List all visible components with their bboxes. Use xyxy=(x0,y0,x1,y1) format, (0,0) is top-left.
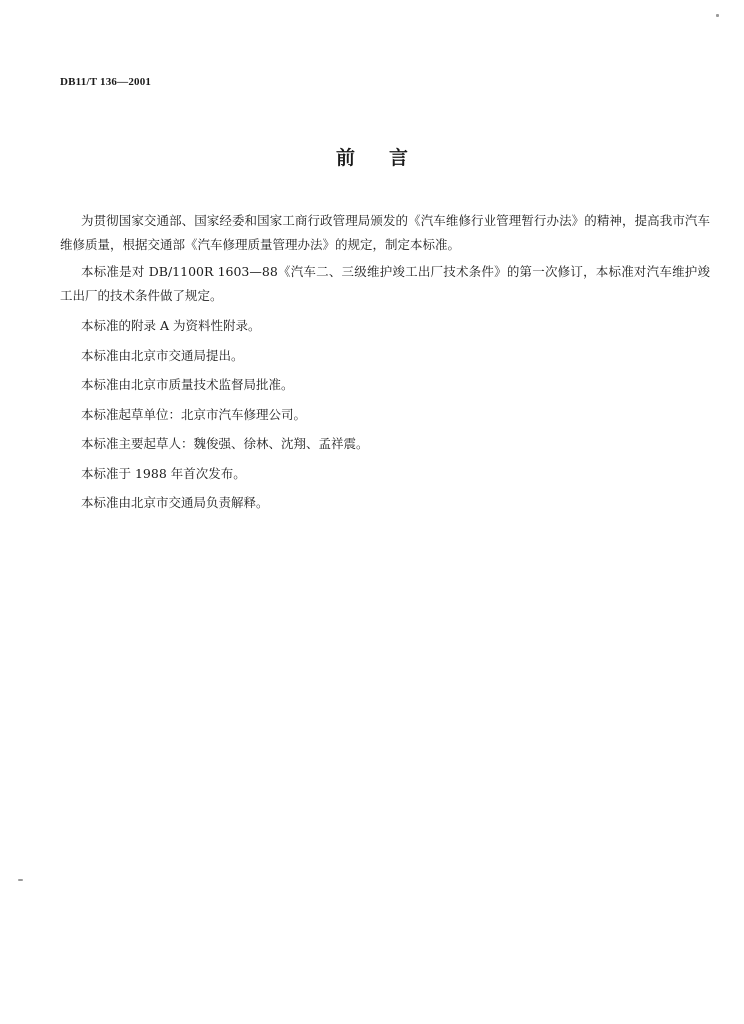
paragraph-drafters: 本标准主要起草人：魏俊强、徐林、沈翔、孟祥震。 xyxy=(81,436,369,451)
standard-code: DB11/T 136—2001 xyxy=(60,76,152,88)
page-title xyxy=(0,143,744,170)
scan-speck xyxy=(18,879,23,881)
scan-speck xyxy=(716,14,719,17)
preface-body xyxy=(60,206,710,518)
paragraph-revision: 本标准是对 DB/1100R 1603—88《汽车二、三级维护竣工出厂技术条件》的第一次修订，本标准对汽车维护竣工出厂的技术条件做了规定。 xyxy=(60,264,710,303)
paragraph-drafting-unit: 本标准起草单位：北京市汽车修理公司。 xyxy=(81,406,307,422)
title-char-2: 言 xyxy=(389,147,409,169)
title-char-1: 前 xyxy=(335,147,355,169)
paragraph-approver: 本标准由北京市质量技术监督局批准。 xyxy=(81,377,294,392)
paragraph-purpose: 为贯彻国家交通部、国家经委和国家工商行政管理局颁发的《汽车维修行业管理暂行办法》的精神，提高我市汽车维修质量，根据交通部《汽车修理质量管理办法》的规定，制定本标准。 xyxy=(60,213,710,252)
paragraph-interpretation: 本标准由北京市交通局负责解释。 xyxy=(81,495,269,510)
paragraph-proposer: 本标准由北京市交通局提出。 xyxy=(81,347,244,363)
paragraph-appendix: 本标准的附录 A 为资料性附录。 xyxy=(81,318,261,333)
paragraph-first-release: 本标准于 1988 年首次发布。 xyxy=(81,465,246,481)
